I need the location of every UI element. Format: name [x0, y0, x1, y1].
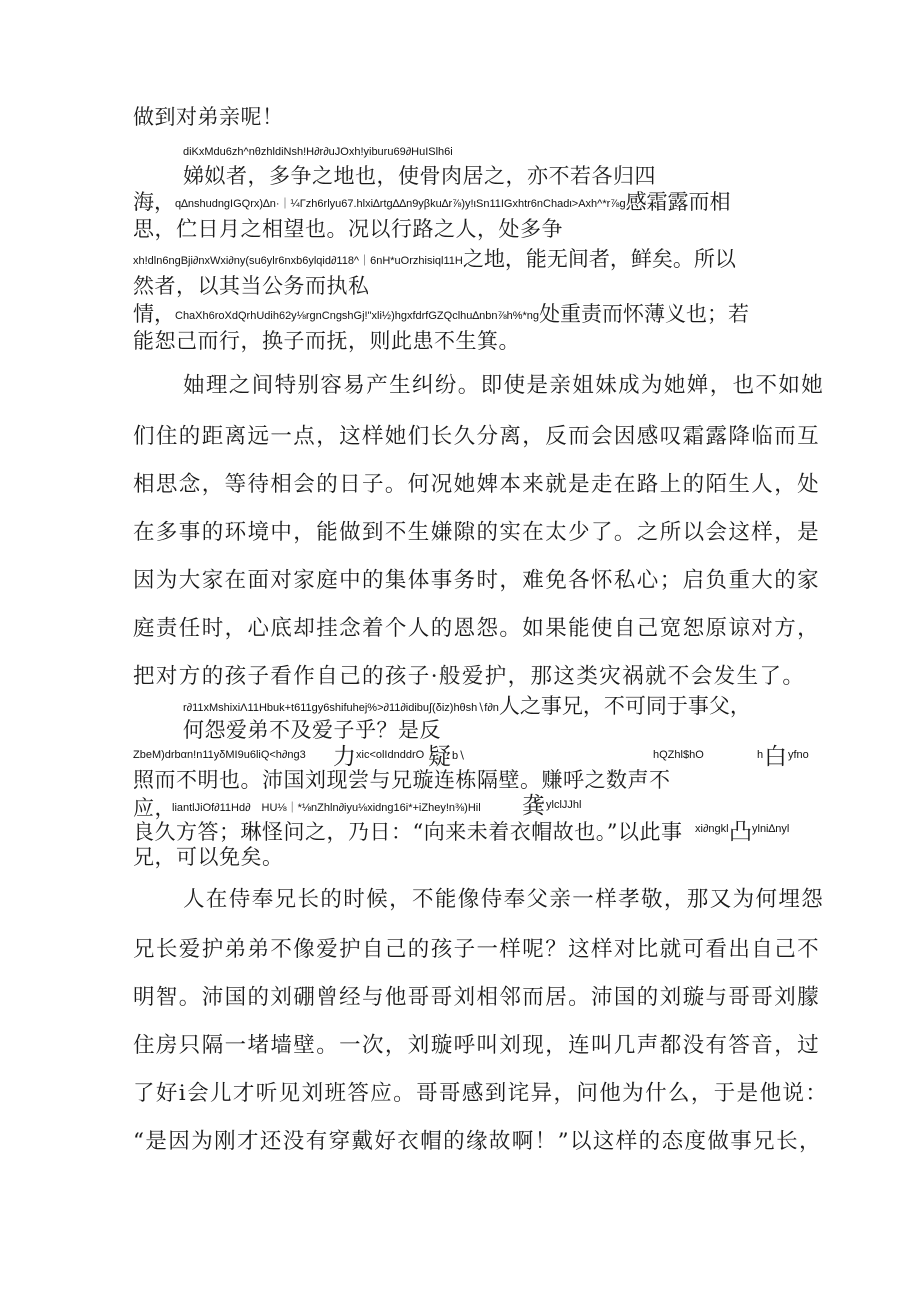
pinyin-text: liantlJiOf∂11Hd∂ HU⅛｜*⅛nZhln∂iyu⅛xidng16i*+iZhey!n⅜)Hil: [172, 802, 481, 814]
pinyin-text: r∂11xMshixiΛ11Hbuk+t611gy6shifuhej%>∂11∂idibu∫(δiz)hθsh∖f∂n: [183, 702, 499, 714]
classical-line: 思，伫日月之相望也。况以行路之人，处多争: [133, 217, 563, 241]
classical-text: 之地，能无间者，鲜矣。所以: [462, 247, 736, 271]
classical-text: 情，: [133, 302, 175, 326]
classical-text: 感霜露而相: [625, 190, 731, 214]
classical-line: 良久方答；琳怪问之，乃日：“向来未着衣帽故也。”以此事: [133, 820, 683, 844]
classical-line: 兄，可以免矣。: [133, 845, 284, 869]
pinyin-text: b∖: [452, 750, 466, 762]
translation-line: 了好i会儿才听见刘班答应。哥哥感到诧异，问他为什么，于是他说：: [133, 1081, 829, 1106]
pinyin-text: xic<olIdnddrO: [356, 749, 425, 761]
translation-line: 相思念，等待相会的日子。何况她婢本来就是走在路上的陌生人，处: [133, 472, 821, 497]
classical-line: 娣姒者，多争之地也，使骨肉居之，亦不若各归四: [183, 164, 656, 188]
pinyin-text: hQZhl$hO: [653, 749, 704, 761]
pinyin-text: yfno: [788, 749, 809, 761]
pinyin-text: ylclJJhl: [546, 799, 582, 811]
translation-line: 把对方的孩子看作自己的孩子·般爱护，那这类灾祸就不会发生了。: [133, 664, 806, 689]
classical-text: 人之事兄，不可同于事父，: [498, 694, 751, 718]
translation-line: 明智。沛国的刘硼曾经与他哥哥刘相邻而居。沛国的刘璇与哥哥刘朦: [133, 985, 821, 1010]
classical-line: 然者，以其当公务而执私: [133, 274, 370, 298]
pinyin-text: q∆nshudngIGQrx)∆n·｜¼Γzh6rlyu67.hlxi∆rtg∆∆n9yβku∆r⅞)y!ιSn11IGxhtr6nChadι>Axh^*r⅞g: [175, 198, 626, 210]
classical-char: 力: [333, 744, 356, 770]
classical-char: 疑: [428, 744, 451, 770]
pinyin-line: diKxMdu6zh^nθzhldiNsh!H∂r∂uJOxh!yiburu69∂HuISlh6i: [183, 146, 453, 158]
classical-text: 处重责而怀薄义也；若: [539, 302, 750, 326]
classical-char: 龚: [522, 793, 545, 819]
translation-line: 妯理之间特别容易产生纠纷。即使是亲姐妹成为她婵，也不如她: [183, 373, 825, 398]
pinyin-text: xi∂ngkl: [695, 823, 729, 835]
classical-line: 做到对弟亲呢！: [133, 105, 284, 129]
classical-mixed-line: [133, 186, 731, 216]
classical-mixed-line: [133, 243, 736, 273]
classical-text: 应，: [133, 796, 176, 820]
pinyin-text: ylni∆nyl: [752, 823, 790, 835]
translation-line: 住房只隔一堵墙壁。一次，刘璇呼叫刘现，连叫几声都没有答音，过: [133, 1033, 821, 1058]
translation-line: “是因为刚才还没有穿戴好衣帽的缘故啊！”以这样的态度做事兄长，: [133, 1129, 822, 1154]
classical-char: 白: [764, 744, 787, 770]
translation-line: 庭责任时，心底却挂念着个人的恩怨。如果能使自己宽恕原谅对方，: [133, 616, 821, 641]
classical-line: 何怨爱弟不及爱子乎？是反: [183, 718, 441, 742]
translation-line: 在多事的环境中，能做到不生嫌隙的实在太少了。之所以会这样，是: [133, 520, 821, 545]
translation-line: 们住的距离远一点，这样她们长久分离，反而会因感叹霜露降临而互: [133, 424, 821, 449]
classical-line: 能恕己而行，换子而抚，则此患不生箕。: [133, 329, 520, 353]
translation-line: 人在侍奉兄长的时候，不能像侍奉父亲一样孝敬，那又为何埋怨: [183, 887, 825, 912]
pinyin-text: h: [757, 749, 764, 761]
classical-text: 海，: [133, 190, 175, 214]
pinyin-text: xh!dln6ngBji∂nxWxi∂ny(su6ylr6nxb6ylqid∂118^｜6nH*uOrzhisiql11H: [133, 255, 463, 267]
pinyin-text: ZbeM)drbαn!n11yδMI9u6liQ<h∂ng3: [133, 749, 306, 761]
classical-mixed-line: [133, 298, 749, 328]
pinyin-text: ChaXh6roXdQrhUdih62y⅛rgnCngshGj!"xli½)hgxfdrfGZQclhu∆nbn⅞h%*ng: [175, 310, 540, 322]
translation-line: 因为大家在面对家庭中的集体事务时，难免各怀私心；启负重大的家: [133, 568, 821, 593]
translation-line: 兄长爱护弟弟不像爱护自己的孩子一样呢？这样对比就可看出自己不: [133, 937, 821, 962]
classical-line: 照而不明也。沛国刘现尝与兄璇连栋隔壁。赚呼之数声不: [133, 768, 671, 792]
classical-char: 凸: [729, 819, 752, 845]
